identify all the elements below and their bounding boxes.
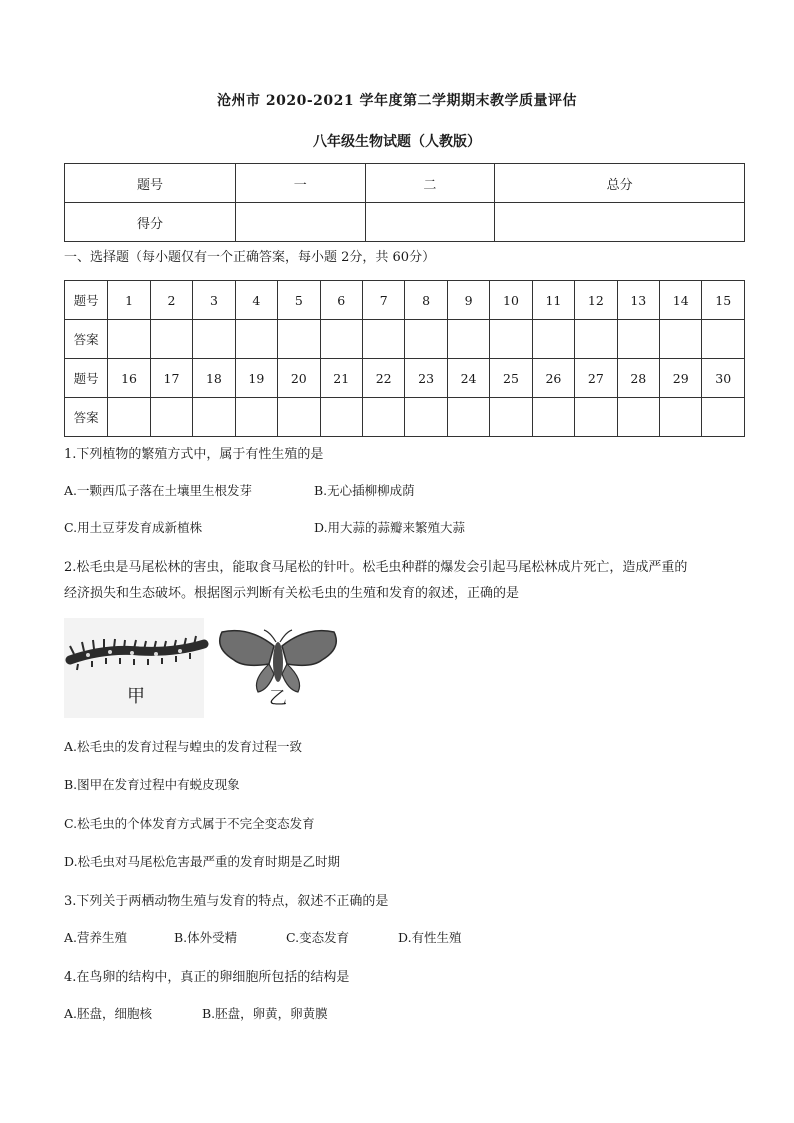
question-number-cell: 25 bbox=[490, 359, 532, 398]
answer-cell[interactable] bbox=[490, 398, 532, 437]
q3-option-d[interactable]: D.有性生殖 bbox=[398, 930, 462, 945]
figure-label-jia: 甲 bbox=[127, 686, 145, 707]
q1-option-d[interactable]: D.用大蒜的蒜瓣来繁殖大蒜 bbox=[314, 520, 466, 535]
score-header-part1: 一 bbox=[236, 164, 366, 203]
table-row bbox=[65, 281, 745, 320]
answer-cell[interactable] bbox=[108, 320, 150, 359]
question-number-cell: 14 bbox=[660, 281, 702, 320]
answer-label: 答案 bbox=[65, 320, 108, 359]
question-number-cell: 2 bbox=[150, 281, 192, 320]
exam-subtitle: 八年级生物试题（人教版） bbox=[313, 134, 481, 150]
answer-cell[interactable] bbox=[447, 320, 489, 359]
question-number-cell: 29 bbox=[660, 359, 702, 398]
answer-grid bbox=[64, 280, 745, 437]
question-number-cell: 20 bbox=[278, 359, 320, 398]
q3-option-a[interactable]: A.营养生殖 bbox=[64, 930, 128, 945]
answer-cell[interactable] bbox=[702, 320, 745, 359]
table-row bbox=[65, 203, 745, 242]
figure-label-yi: 乙 bbox=[269, 688, 287, 709]
answer-cell[interactable] bbox=[660, 320, 702, 359]
answer-cell[interactable] bbox=[532, 398, 574, 437]
answer-cell[interactable] bbox=[660, 398, 702, 437]
q2-option-d[interactable]: D.松毛虫对马尾松危害最严重的发育时期是乙时期 bbox=[64, 854, 341, 869]
q2-stem-line1: 2.松毛虫是马尾松林的害虫，能取食马尾松的针叶。松毛虫种群的爆发会引起马尾松林成片死亡，造成严重的 bbox=[64, 560, 688, 575]
question-number-cell: 16 bbox=[108, 359, 150, 398]
question-number-label: 题号 bbox=[65, 359, 108, 398]
answer-cell[interactable] bbox=[320, 398, 362, 437]
question-number-cell: 21 bbox=[320, 359, 362, 398]
q4-option-a[interactable]: A.胚盘，细胞核 bbox=[64, 1006, 153, 1021]
q3-option-c[interactable]: C.变态发育 bbox=[286, 930, 350, 945]
answer-cell[interactable] bbox=[362, 398, 404, 437]
pine-caterpillar-figure bbox=[64, 618, 344, 718]
score-cell[interactable] bbox=[365, 203, 495, 242]
q4-option-b[interactable]: B.胚盘，卵黄，卵黄膜 bbox=[202, 1006, 328, 1021]
answer-cell[interactable] bbox=[490, 320, 532, 359]
question-number-cell: 11 bbox=[532, 281, 574, 320]
question-number-cell: 15 bbox=[702, 281, 745, 320]
table-row bbox=[65, 320, 745, 359]
answer-cell[interactable] bbox=[235, 398, 277, 437]
answer-cell[interactable] bbox=[320, 320, 362, 359]
answer-cell[interactable] bbox=[150, 320, 192, 359]
question-number-cell: 28 bbox=[617, 359, 659, 398]
q1-option-c[interactable]: C.用土豆芽发育成新植株 bbox=[64, 520, 203, 535]
score-cell[interactable] bbox=[236, 203, 366, 242]
question-number-cell: 10 bbox=[490, 281, 532, 320]
answer-cell[interactable] bbox=[575, 398, 617, 437]
answer-cell[interactable] bbox=[278, 320, 320, 359]
q1-stem: 1.下列植物的繁殖方式中，属于有性生殖的是 bbox=[64, 447, 324, 462]
answer-cell[interactable] bbox=[617, 320, 659, 359]
q2-option-c[interactable]: C.松毛虫的个体发育方式属于不完全变态发育 bbox=[64, 816, 315, 831]
moth-icon bbox=[220, 630, 337, 692]
question-number-cell: 13 bbox=[617, 281, 659, 320]
q2-option-a[interactable]: A.松毛虫的发育过程与蝗虫的发育过程一致 bbox=[64, 739, 303, 754]
answer-cell[interactable] bbox=[193, 398, 235, 437]
question-number-cell: 26 bbox=[532, 359, 574, 398]
table-row bbox=[65, 164, 745, 203]
answer-label: 答案 bbox=[65, 398, 108, 437]
answer-cell[interactable] bbox=[617, 398, 659, 437]
score-header-label: 题号 bbox=[65, 164, 236, 203]
question-number-cell: 27 bbox=[575, 359, 617, 398]
answer-cell[interactable] bbox=[405, 398, 447, 437]
score-header-part2: 二 bbox=[365, 164, 495, 203]
question-number-cell: 24 bbox=[447, 359, 489, 398]
answer-cell[interactable] bbox=[575, 320, 617, 359]
answer-cell[interactable] bbox=[150, 398, 192, 437]
answer-cell[interactable] bbox=[235, 320, 277, 359]
question-number-cell: 1 bbox=[108, 281, 150, 320]
answer-cell[interactable] bbox=[362, 320, 404, 359]
answer-cell[interactable] bbox=[532, 320, 574, 359]
answer-cell[interactable] bbox=[405, 320, 447, 359]
question-number-cell: 22 bbox=[362, 359, 404, 398]
caterpillar-moth-illustration bbox=[64, 618, 344, 718]
q2-option-b[interactable]: B.图甲在发育过程中有蜕皮现象 bbox=[64, 777, 240, 792]
answer-cell[interactable] bbox=[278, 398, 320, 437]
question-number-cell: 19 bbox=[235, 359, 277, 398]
answer-cell[interactable] bbox=[447, 398, 489, 437]
question-number-cell: 3 bbox=[193, 281, 235, 320]
section-heading: 一、选择题（每小题仅有一个正确答案，每小题 2分，共 60分） bbox=[64, 250, 436, 265]
q1-option-b[interactable]: B.无心插柳柳成荫 bbox=[314, 483, 415, 498]
question-number-cell: 9 bbox=[447, 281, 489, 320]
score-cell[interactable] bbox=[495, 203, 745, 242]
q4-stem: 4.在鸟卵的结构中，真正的卵细胞所包括的结构是 bbox=[64, 970, 350, 985]
score-header-total: 总分 bbox=[495, 164, 745, 203]
question-number-cell: 6 bbox=[320, 281, 362, 320]
question-number-cell: 30 bbox=[702, 359, 745, 398]
question-number-cell: 7 bbox=[362, 281, 404, 320]
q2-stem-line2: 经济损失和生态破坏。根据图示判断有关松毛虫的生殖和发育的叙述，正确的是 bbox=[64, 586, 520, 601]
question-number-cell: 5 bbox=[278, 281, 320, 320]
q1-option-a[interactable]: A.一颗西瓜子落在土壤里生根发芽 bbox=[64, 483, 253, 498]
question-number-cell: 23 bbox=[405, 359, 447, 398]
score-table bbox=[64, 163, 745, 242]
question-number-cell: 8 bbox=[405, 281, 447, 320]
exam-title: 沧州市 2020-2021 学年度第二学期期末教学质量评估 bbox=[217, 93, 577, 109]
q3-stem: 3.下列关于两栖动物生殖与发育的特点，叙述不正确的是 bbox=[64, 894, 389, 909]
score-row-label: 得分 bbox=[65, 203, 236, 242]
table-row bbox=[65, 359, 745, 398]
answer-cell[interactable] bbox=[193, 320, 235, 359]
table-row bbox=[65, 398, 745, 437]
question-number-label: 题号 bbox=[65, 281, 108, 320]
question-number-cell: 18 bbox=[193, 359, 235, 398]
question-number-cell: 17 bbox=[150, 359, 192, 398]
question-number-cell: 12 bbox=[575, 281, 617, 320]
answer-cell[interactable] bbox=[108, 398, 150, 437]
q3-option-b[interactable]: B.体外受精 bbox=[174, 930, 238, 945]
question-number-cell: 4 bbox=[235, 281, 277, 320]
answer-cell[interactable] bbox=[702, 398, 745, 437]
